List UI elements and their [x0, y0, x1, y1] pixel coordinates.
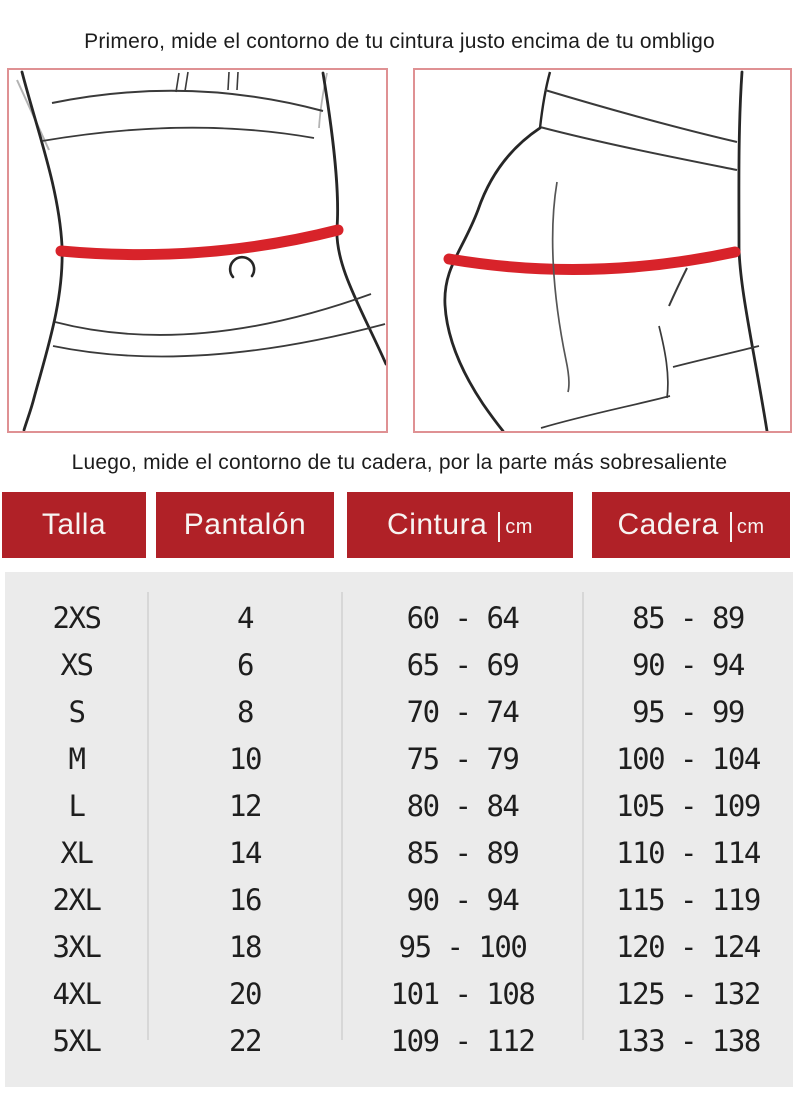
- table-row: [5, 594, 793, 641]
- cell-pantalon: 16: [229, 882, 261, 917]
- cell-cintura: 90 - 94: [406, 882, 519, 917]
- table-row: [5, 876, 793, 923]
- header-unit: [730, 512, 765, 542]
- cell-pantalon: 6: [237, 647, 253, 682]
- belly-button-mark: [230, 257, 254, 277]
- cell-talla: 2XL: [52, 882, 101, 917]
- cell-cintura: 75 - 79: [406, 741, 519, 776]
- header-label: Cadera: [617, 508, 719, 541]
- table-row: [5, 970, 793, 1017]
- waist-measurement-figure: [7, 68, 388, 433]
- table-row: [5, 782, 793, 829]
- cell-talla: XL: [60, 835, 93, 870]
- cell-talla: L: [68, 788, 85, 823]
- cell-talla: 2XS: [52, 600, 101, 635]
- cell-pantalon: 20: [229, 976, 261, 1011]
- cell-cadera: 115 - 119: [616, 882, 760, 917]
- cell-cadera: 85 - 89: [632, 600, 744, 635]
- cell-cadera: 120 - 124: [616, 929, 760, 964]
- side-hip-illustration: [415, 70, 790, 431]
- table-row: [5, 735, 793, 782]
- cell-pantalon: 12: [229, 788, 261, 823]
- header-label: Talla: [41, 508, 107, 541]
- cell-talla: XS: [60, 647, 93, 682]
- cell-cintura: 95 - 100: [398, 929, 527, 964]
- cell-pantalon: 22: [229, 1023, 261, 1058]
- header-label: Pantalón: [183, 508, 307, 541]
- cell-talla: S: [68, 694, 85, 729]
- cell-pantalon: 10: [229, 741, 261, 776]
- cell-cadera: 100 - 104: [616, 741, 760, 776]
- front-torso-illustration: [9, 70, 386, 431]
- cell-pantalon: 8: [237, 694, 253, 729]
- unit-text: cm: [505, 515, 533, 538]
- cell-cadera: 105 - 109: [616, 788, 760, 823]
- hip-measurement-figure: [413, 68, 792, 433]
- column-header-pantalon: [156, 492, 334, 558]
- cell-cadera: 125 - 132: [616, 976, 760, 1011]
- cell-cadera: 110 - 114: [616, 835, 760, 870]
- cell-cintura: 80 - 84: [406, 788, 519, 823]
- cell-cintura: 65 - 69: [406, 647, 519, 682]
- cell-cintura: 109 - 112: [390, 1023, 535, 1058]
- table-row: [5, 1017, 793, 1064]
- column-header-cintura: [347, 492, 573, 558]
- hip-instruction-text: Luego, mide el contorno de tu cadera, por la parte más sobresaliente: [71, 451, 728, 474]
- unit-separator-bar: [498, 512, 500, 542]
- table-row: [5, 829, 793, 876]
- cell-pantalon: 4: [237, 600, 253, 635]
- cell-cintura: 60 - 64: [406, 600, 519, 635]
- cell-talla: 5XL: [52, 1023, 101, 1058]
- cell-pantalon: 18: [229, 929, 261, 964]
- cell-cintura: 85 - 89: [406, 835, 519, 870]
- cell-talla: M: [68, 741, 85, 776]
- cell-cadera: 95 - 99: [632, 694, 744, 729]
- size-table-rows: [5, 572, 793, 1087]
- cell-cintura: 70 - 74: [406, 694, 519, 729]
- cell-talla: 4XL: [52, 976, 101, 1011]
- table-row: [5, 688, 793, 735]
- unit-text: cm: [736, 515, 765, 538]
- column-header-cadera: [592, 492, 790, 558]
- header-label: Cintura: [387, 508, 488, 541]
- table-row: [5, 923, 793, 970]
- cell-cadera: 90 - 94: [632, 647, 744, 682]
- table-row: [5, 641, 793, 688]
- column-header-talla: [2, 492, 146, 558]
- red-hip-band: [449, 252, 735, 269]
- cell-pantalon: 14: [229, 835, 261, 870]
- cell-cintura: 101 - 108: [390, 976, 535, 1011]
- cell-talla: 3XL: [52, 929, 101, 964]
- waist-instruction-text: Primero, mide el contorno de tu cintura justo encima de tu ombligo: [84, 30, 715, 53]
- cell-cadera: 133 - 138: [616, 1023, 760, 1058]
- size-table-body: [5, 572, 793, 1087]
- unit-separator-bar: [730, 512, 732, 542]
- header-unit: [498, 512, 533, 542]
- red-waist-band: [61, 230, 338, 255]
